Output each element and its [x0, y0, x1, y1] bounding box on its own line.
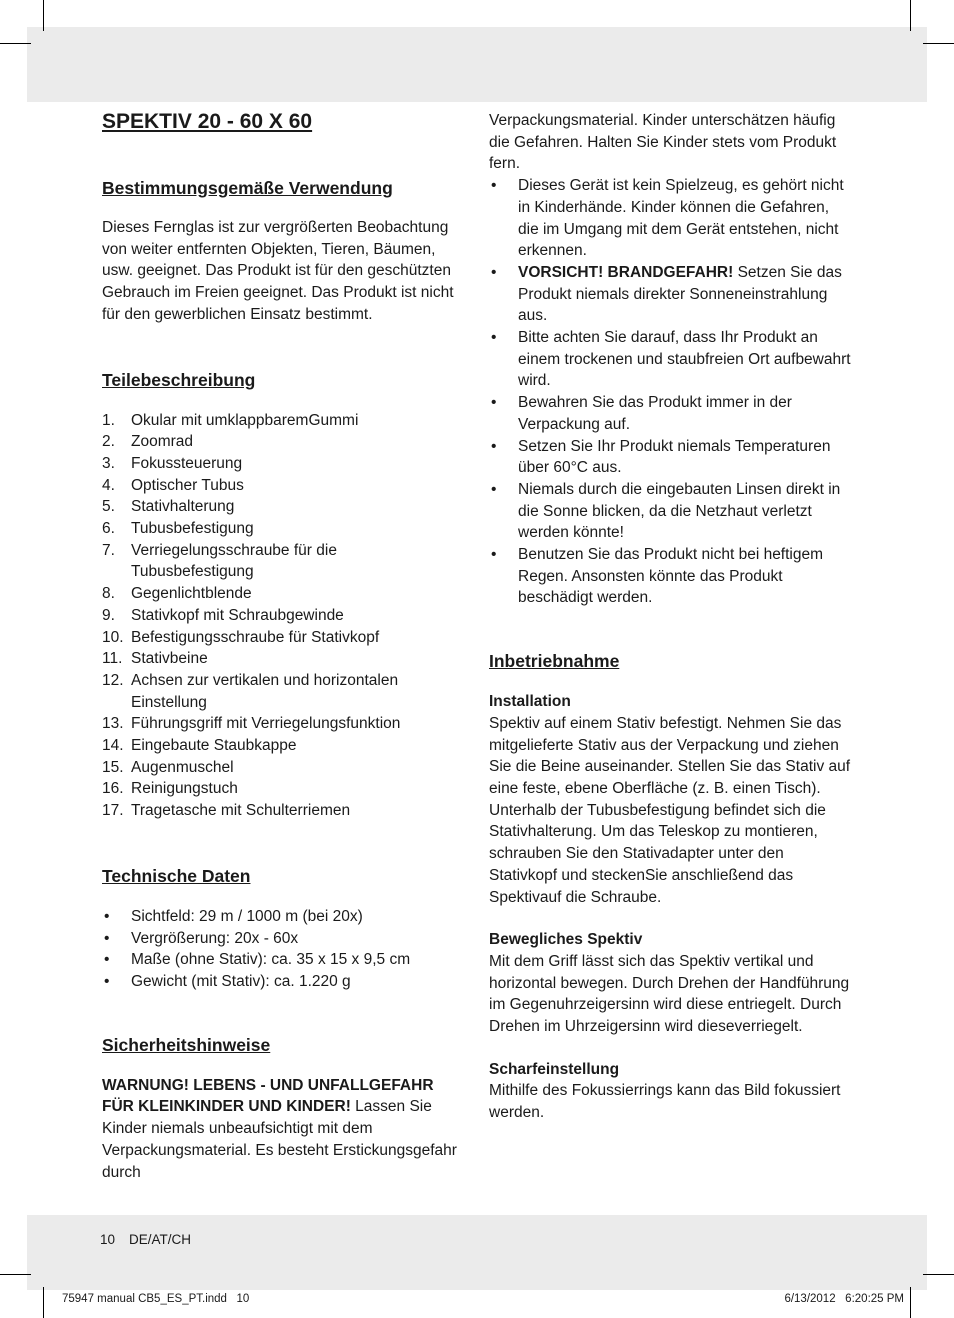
item-text: Gewicht (mit Stativ): ca. 1.220 g	[131, 972, 351, 990]
item-number: 17.	[102, 802, 124, 820]
item-number: 6.	[102, 520, 115, 538]
list-item	[489, 544, 854, 609]
item-number: 7.	[102, 541, 115, 559]
list-item	[102, 540, 467, 583]
warning-label: WARNUNG! LEBENS - UND UNFALLGEFAHR FÜR KLEINKINDER UND KINDER!	[102, 1076, 434, 1116]
item-text: Bitte achten Sie darauf, dass Ihr Produkt an einem trockenen und staubfreien Ort aufbewahrt wird.	[518, 329, 851, 390]
list-item	[102, 453, 467, 475]
safety-list	[489, 175, 854, 609]
bullet-icon: •	[491, 546, 497, 564]
safety-continued: Verpackungsmaterial. Kinder unterschätzen häufig die Gefahren. Halten Sie Kinder stets vom Produkt fern.	[489, 112, 837, 173]
bullet-icon: •	[491, 263, 497, 281]
list-item	[489, 436, 854, 479]
print-slug-date: 6/13/2012 6:20:25 PM	[784, 1293, 904, 1305]
bullet-icon: •	[491, 437, 497, 455]
item-text: Zoomrad	[131, 433, 194, 451]
list-item	[102, 627, 467, 649]
item-text: Okular mit umklappbaremGummi	[131, 411, 359, 429]
header-band	[27, 27, 927, 102]
list-item	[102, 757, 467, 779]
item-text: Führungsgriff mit Verriegelungsfunktion	[131, 715, 401, 733]
item-text: Stativhalterung	[131, 498, 235, 516]
item-number: 3.	[102, 454, 115, 472]
list-item	[489, 262, 854, 327]
list-item	[489, 392, 854, 435]
page-title: SPEKTIV 20 - 60 X 60	[102, 110, 313, 133]
list-item	[102, 971, 467, 993]
list-item	[102, 475, 467, 497]
installation-text: Spektiv auf einem Stativ befestigt. Nehmen Sie das mitgelieferte Stativ aus der Verpackung und ziehen Sie die Beine auseinander. Stellen Sie das Stativ auf eine feste, ebene Oberfläche (z. B. einen Tisch). Unterhalb der Tubusbefestigung befindet sich die Stativhalterung. Um das Teleskop zu montieren, schrauben Sie den Stativadapter unter den Stativkopf und steckenSie anschließend das Spektivauf die Schraube.	[489, 714, 851, 906]
crop-mark	[910, 0, 911, 31]
crop-mark	[0, 43, 31, 44]
list-item	[102, 518, 467, 540]
bullet-icon: •	[491, 480, 497, 498]
focus-heading: Scharfeinstellung	[489, 1060, 620, 1078]
item-number: 8.	[102, 585, 115, 603]
crop-mark	[43, 1287, 44, 1318]
item-text: Optischer Tubus	[131, 476, 244, 494]
item-text: Fokussteuerung	[131, 454, 243, 472]
crop-mark	[923, 43, 954, 44]
item-number: 2.	[102, 433, 115, 451]
item-text: Tubusbefestigung	[131, 520, 254, 538]
right-column	[489, 110, 854, 1124]
item-text: Vergrößerung: 20x - 60x	[131, 929, 299, 947]
item-number: 10.	[102, 628, 124, 646]
page-footer	[100, 1232, 205, 1247]
bullet-icon: •	[491, 329, 497, 347]
item-text: Verriegelungsschraube für die Tubusbefestigung	[131, 541, 337, 581]
list-item	[102, 605, 467, 627]
movable-heading: Bewegliches Spektiv	[489, 931, 643, 949]
item-number: 5.	[102, 498, 115, 516]
item-text: Eingebaute Staubkappe	[131, 737, 297, 755]
item-text: Setzen Sie Ihr Produkt niemals Temperaturen über 60°C aus.	[518, 437, 831, 477]
bullet-icon: •	[491, 177, 497, 195]
movable-text: Mit dem Griff lässt sich das Spektiv vertikal und horizontal bewegen. Durch Drehen der Handführung im Gegenuhrzeigersinn wird diese entriegelt. Durch Drehen im Uhrzeigersinn wird dieseverriegelt.	[489, 952, 850, 1036]
item-text: Niemals durch die eingebauten Linsen direkt in die Sonne blicken, da die Netzhaut verletzt werden könnte!	[518, 480, 841, 542]
left-column	[102, 108, 467, 1183]
warning-text: Lassen Sie Kinder niemals unbeaufsichtigt mit dem Verpackungsmaterial. Es besteht Erstickungsgefahr durch	[102, 1098, 457, 1181]
item-text: Stativkopf mit Schraubgewinde	[131, 606, 344, 624]
item-text: Augenmuschel	[131, 758, 234, 776]
specs-heading: Technische Daten	[102, 865, 251, 886]
commissioning-heading: Inbetriebnahme	[489, 651, 620, 672]
item-number: 4.	[102, 476, 115, 494]
list-item	[102, 800, 467, 822]
item-number: 14.	[102, 737, 124, 755]
print-slug-file: 75947 manual CB5_ES_PT.indd 10	[62, 1293, 250, 1305]
item-text: Maße (ohne Stativ): ca. 35 x 15 x 9,5 cm	[131, 951, 411, 969]
list-item	[102, 928, 467, 950]
item-number: 13.	[102, 715, 124, 733]
footer-band	[27, 1215, 927, 1290]
item-text: Tragetasche mit Schulterriemen	[131, 802, 351, 820]
list-item	[102, 496, 467, 518]
item-text: Gegenlichtblende	[131, 585, 252, 603]
intended-use-text: Dieses Fernglas ist zur vergrößerten Beobachtung von weiter entfernten Objekten, Tieren, Bäumen, usw. geeignet. Das Produkt ist für den geschützten Gebrauch im Freien geeignet. Das Produkt ist nicht für den gewerblichen Einsatz bestimmt.	[102, 219, 454, 323]
item-number: 11.	[102, 650, 123, 668]
bullet-icon: •	[104, 929, 110, 947]
list-item	[102, 778, 467, 800]
list-item	[102, 949, 467, 971]
item-number: 9.	[102, 606, 115, 624]
list-item	[489, 327, 854, 392]
parts-heading: Teilebeschreibung	[102, 369, 256, 390]
list-item	[102, 648, 467, 670]
item-text: Benutzen Sie das Produkt nicht bei heftigem Regen. Ansonsten könnte das Produkt beschädigt werden.	[518, 546, 824, 607]
bullet-icon: •	[104, 907, 110, 925]
specs-list	[102, 906, 467, 993]
list-item	[102, 583, 467, 605]
crop-mark	[910, 1287, 911, 1318]
installation-heading: Installation	[489, 693, 571, 711]
list-item	[102, 670, 467, 713]
intended-use-heading: Bestimmungsgemäße Verwendung	[102, 178, 393, 198]
item-text: Reinigungstuch	[131, 780, 238, 798]
item-text: Setzen Sie das Produkt niemals direkter Sonneneinstrahlung aus.	[518, 263, 842, 325]
list-item	[102, 713, 467, 735]
item-text: Achsen zur vertikalen und horizontalen Einstellung	[131, 671, 399, 711]
safety-heading: Sicherheitshinweise	[102, 1034, 271, 1055]
list-item	[102, 431, 467, 453]
item-number: 15.	[102, 758, 124, 776]
list-item	[102, 410, 467, 432]
safety-warning	[102, 1075, 467, 1184]
list-item	[102, 906, 467, 928]
bullet-icon: •	[104, 972, 110, 990]
parts-list	[102, 410, 467, 822]
item-text: Sichtfeld: 29 m / 1000 m (bei 20x)	[131, 907, 363, 925]
item-number: 1.	[102, 411, 115, 429]
item-text: Befestigungsschraube für Stativkopf	[131, 628, 380, 646]
item-text: Bewahren Sie das Produkt immer in der Verpackung auf.	[518, 394, 792, 433]
bullet-icon: •	[104, 951, 110, 969]
page-number: 10	[100, 1232, 116, 1247]
crop-mark	[923, 1274, 954, 1275]
item-number: 12.	[102, 671, 124, 689]
crop-mark	[43, 0, 44, 31]
item-text: Dieses Gerät ist kein Spielzeug, es gehört nicht in Kinderhände. Kinder können die Gefahren, die im Umgang mit dem Gerät entstehen, nicht erkennen.	[518, 177, 844, 260]
list-item	[489, 175, 854, 262]
crop-mark	[0, 1274, 31, 1275]
item-label: VORSICHT! BRANDGEFAHR!	[518, 263, 734, 281]
bullet-icon: •	[491, 394, 497, 412]
focus-text: Mithilfe des Fokussierrings kann das Bild fokussiert werden.	[489, 1082, 841, 1122]
list-item	[489, 479, 854, 544]
item-number: 16.	[102, 780, 124, 798]
list-item	[102, 735, 467, 757]
item-text: Stativbeine	[131, 650, 208, 668]
region-label: DE/AT/CH	[129, 1232, 192, 1247]
